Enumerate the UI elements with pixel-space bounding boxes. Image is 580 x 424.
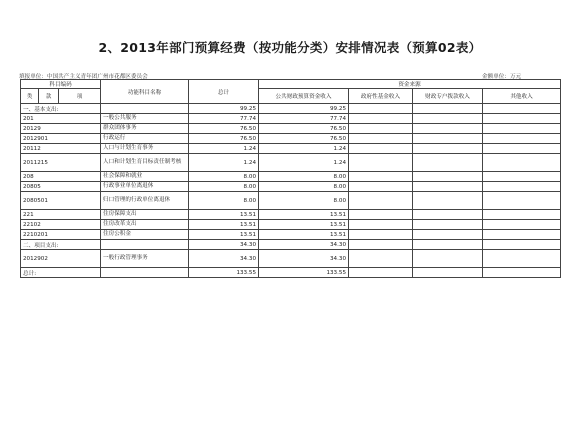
row-public-budget: 77.74 <box>259 114 349 124</box>
row-special-fund <box>413 134 483 144</box>
row-code: 一、基本支出: <box>21 104 101 114</box>
special-fund-header: 财政专户拨款收入 <box>413 89 483 104</box>
row-total: 77.74 <box>189 114 259 124</box>
row-public-budget: 99.25 <box>259 104 349 114</box>
row-code: 二、项目支出: <box>21 240 101 250</box>
row-code: 2080501 <box>21 192 101 210</box>
row-other-income <box>483 182 561 192</box>
row-public-budget: 76.50 <box>259 134 349 144</box>
row-other-income <box>483 154 561 172</box>
kuan-header: 款 <box>39 89 59 104</box>
row-special-fund <box>413 172 483 182</box>
row-other-income <box>483 114 561 124</box>
other-income-header: 其他收入 <box>483 89 561 104</box>
row-name: 住房保障支出 <box>101 210 189 220</box>
row-name: 人口与计划生育事务 <box>101 144 189 154</box>
fund-budget-header: 政府性基金收入 <box>349 89 413 104</box>
row-name: 一般公共服务 <box>101 114 189 124</box>
row-total: 13.51 <box>189 230 259 240</box>
row-public-budget: 133.55 <box>259 268 349 278</box>
row-special-fund <box>413 220 483 230</box>
table-row <box>21 268 561 278</box>
table-row <box>21 124 561 134</box>
table-row <box>21 240 561 250</box>
budget-table <box>20 79 561 278</box>
row-code: 20112 <box>21 144 101 154</box>
row-total: 8.00 <box>189 172 259 182</box>
row-code: 总计: <box>21 268 101 278</box>
row-public-budget: 34.30 <box>259 250 349 268</box>
row-total: 76.50 <box>189 134 259 144</box>
row-special-fund <box>413 268 483 278</box>
row-name <box>101 104 189 114</box>
row-other-income <box>483 134 561 144</box>
table-row <box>21 114 561 124</box>
row-fund-budget <box>349 250 413 268</box>
row-public-budget: 8.00 <box>259 192 349 210</box>
row-code: 2011215 <box>21 154 101 172</box>
row-code: 221 <box>21 210 101 220</box>
row-public-budget: 76.50 <box>259 124 349 134</box>
row-fund-budget <box>349 154 413 172</box>
row-name: 人口和计划生育目标责任制考核 <box>101 154 189 172</box>
row-name: 行政运行 <box>101 134 189 144</box>
row-fund-budget <box>349 268 413 278</box>
row-code: 22102 <box>21 220 101 230</box>
public-budget-header: 公共财政预算资金收入 <box>259 89 349 104</box>
row-fund-budget <box>349 124 413 134</box>
row-other-income <box>483 210 561 220</box>
row-special-fund <box>413 182 483 192</box>
row-total: 34.30 <box>189 250 259 268</box>
row-name <box>101 268 189 278</box>
row-fund-budget <box>349 192 413 210</box>
row-total: 1.24 <box>189 144 259 154</box>
row-fund-budget <box>349 240 413 250</box>
row-fund-budget <box>349 220 413 230</box>
row-name: 群众团体事务 <box>101 124 189 134</box>
row-total: 99.25 <box>189 104 259 114</box>
row-special-fund <box>413 240 483 250</box>
row-code: 208 <box>21 172 101 182</box>
row-total: 13.51 <box>189 210 259 220</box>
row-name: 社会保障和就业 <box>101 172 189 182</box>
row-code: 2012901 <box>21 134 101 144</box>
row-other-income <box>483 172 561 182</box>
page-title: 2、2013年部门预算经费（按功能分类）安排情况表（预算02表） <box>98 40 482 55</box>
row-public-budget: 13.51 <box>259 210 349 220</box>
row-other-income <box>483 230 561 240</box>
row-fund-budget <box>349 172 413 182</box>
row-fund-budget <box>349 134 413 144</box>
table-row <box>21 192 561 210</box>
row-fund-budget <box>349 182 413 192</box>
row-other-income <box>483 250 561 268</box>
row-total: 8.00 <box>189 192 259 210</box>
row-fund-budget <box>349 230 413 240</box>
row-code: 20129 <box>21 124 101 134</box>
row-public-budget: 1.24 <box>259 144 349 154</box>
row-special-fund <box>413 230 483 240</box>
row-total: 133.55 <box>189 268 259 278</box>
row-public-budget: 13.51 <box>259 220 349 230</box>
table-row <box>21 154 561 172</box>
row-other-income <box>483 144 561 154</box>
table-row <box>21 134 561 144</box>
lei-header: 类 <box>21 89 39 104</box>
row-fund-budget <box>349 144 413 154</box>
row-name: 一般行政管理事务 <box>101 250 189 268</box>
row-special-fund <box>413 104 483 114</box>
subject-name-header: 功能科目名称 <box>101 80 189 104</box>
table-row <box>21 104 561 114</box>
row-public-budget: 1.24 <box>259 154 349 172</box>
total-header: 总计 <box>189 80 259 104</box>
xiang-header: 项 <box>59 89 101 104</box>
row-code: 20805 <box>21 182 101 192</box>
row-special-fund <box>413 210 483 220</box>
row-public-budget: 13.51 <box>259 230 349 240</box>
table-row <box>21 250 561 268</box>
row-code: 201 <box>21 114 101 124</box>
row-public-budget: 8.00 <box>259 172 349 182</box>
table-row <box>21 210 561 220</box>
row-name: 行政事业单位离退休 <box>101 182 189 192</box>
row-name: 归口管理的行政单位离退休 <box>101 192 189 210</box>
row-name: 住房改革支出 <box>101 220 189 230</box>
row-public-budget: 8.00 <box>259 182 349 192</box>
table-row <box>21 172 561 182</box>
table-row <box>21 144 561 154</box>
row-other-income <box>483 124 561 134</box>
row-fund-budget <box>349 104 413 114</box>
row-other-income <box>483 240 561 250</box>
row-special-fund <box>413 124 483 134</box>
row-public-budget: 34.30 <box>259 240 349 250</box>
row-fund-budget <box>349 210 413 220</box>
row-special-fund <box>413 114 483 124</box>
row-fund-budget <box>349 114 413 124</box>
row-total: 13.51 <box>189 220 259 230</box>
row-special-fund <box>413 250 483 268</box>
row-total: 34.30 <box>189 240 259 250</box>
row-special-fund <box>413 144 483 154</box>
row-other-income <box>483 220 561 230</box>
row-code: 2012902 <box>21 250 101 268</box>
table-row <box>21 182 561 192</box>
row-name <box>101 240 189 250</box>
fund-source-header: 资金来源 <box>259 80 561 89</box>
row-total: 76.50 <box>189 124 259 134</box>
row-special-fund <box>413 192 483 210</box>
row-special-fund <box>413 154 483 172</box>
table-row <box>21 230 561 240</box>
row-total: 1.24 <box>189 154 259 172</box>
subject-code-header: 科目编码 <box>21 80 101 89</box>
row-other-income <box>483 268 561 278</box>
table-row <box>21 220 561 230</box>
row-total: 8.00 <box>189 182 259 192</box>
row-code: 2210201 <box>21 230 101 240</box>
row-other-income <box>483 192 561 210</box>
amount-unit: 金额单位：万元 <box>482 74 522 80</box>
row-name: 住房公积金 <box>101 230 189 240</box>
row-other-income <box>483 104 561 114</box>
reporting-unit: 填报单位：中国共产主义青年团广州市花都区委员会 <box>19 74 148 80</box>
